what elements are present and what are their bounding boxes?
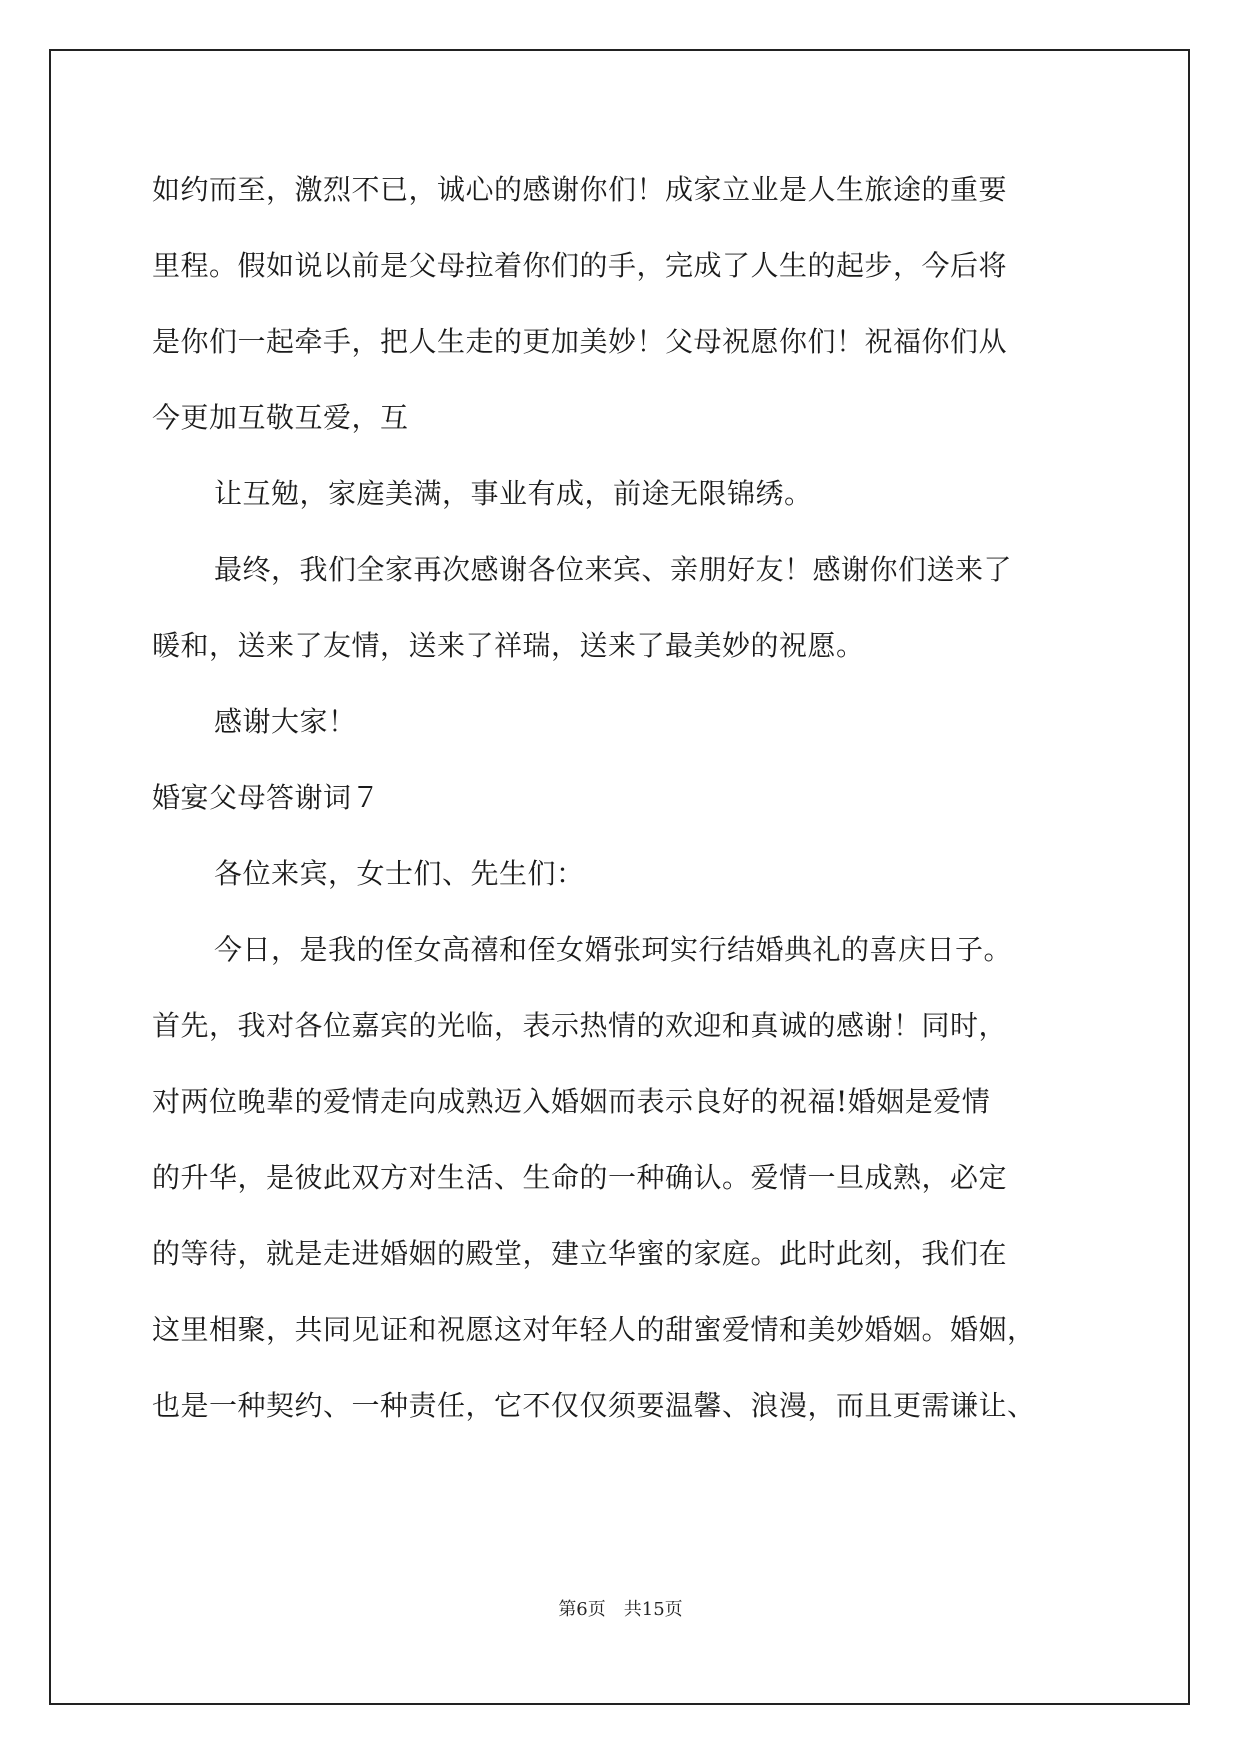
- text-line: 对两位晚辈的爱情走向成熟迈入婚姻而表示良好的祝福!婚姻是爱情: [152, 1085, 991, 1118]
- text-line: 这里相聚，共同见证和祝愿这对年轻人的甜蜜爱情和美妙婚姻。婚姻，: [152, 1313, 1036, 1346]
- page-footer: [0, 1598, 1241, 1622]
- text-line: 首先，我对各位嘉宾的光临，表示热情的欢迎和真诚的感谢！同时，: [152, 1009, 1008, 1042]
- text-line: 暖和，送来了友情，送来了祥瑞，送来了最美妙的祝愿。: [152, 629, 865, 662]
- paragraph-line: 感谢大家！: [214, 705, 357, 738]
- paragraph-line: 最终，我们全家再次感谢各位来宾、亲朋好友！感谢你们送来了: [214, 553, 1013, 586]
- text-line: 今更加互敬互爱，互: [152, 401, 409, 434]
- text-line: 也是一种契约、一种责任，它不仅仅须要温馨、浪漫，而且更需谦让、: [152, 1389, 1036, 1422]
- paragraph-line: 让互勉，家庭美满，事业有成，前途无限锦绣。: [214, 477, 813, 510]
- text-line: 的等待，就是走进婚姻的殿堂，建立华蜜的家庭。此时此刻，我们在: [152, 1237, 1008, 1270]
- section-heading: 婚宴父母答谢词７: [152, 781, 381, 814]
- text-line: 如约而至，激烈不已，诚心的感谢你们！成家立业是人生旅途的重要: [152, 173, 1008, 206]
- text-line: 里程。假如说以前是父母拉着你们的手，完成了人生的起步，今后将: [152, 249, 1008, 282]
- text-line: 的升华，是彼此双方对生活、生命的一种确认。爱情一旦成熟，必定: [152, 1161, 1008, 1194]
- salutation-line: 各位来宾，女士们、先生们：: [214, 857, 585, 890]
- text-line: 是你们一起牵手，把人生走的更加美妙！父母祝愿你们！祝福你们从: [152, 325, 1008, 358]
- page-total: 共15页: [623, 1599, 683, 1620]
- paragraph-line: 今日，是我的侄女高禧和侄女婿张珂实行结婚典礼的喜庆日子。: [214, 933, 1013, 966]
- page-number: 第6页: [558, 1599, 606, 1620]
